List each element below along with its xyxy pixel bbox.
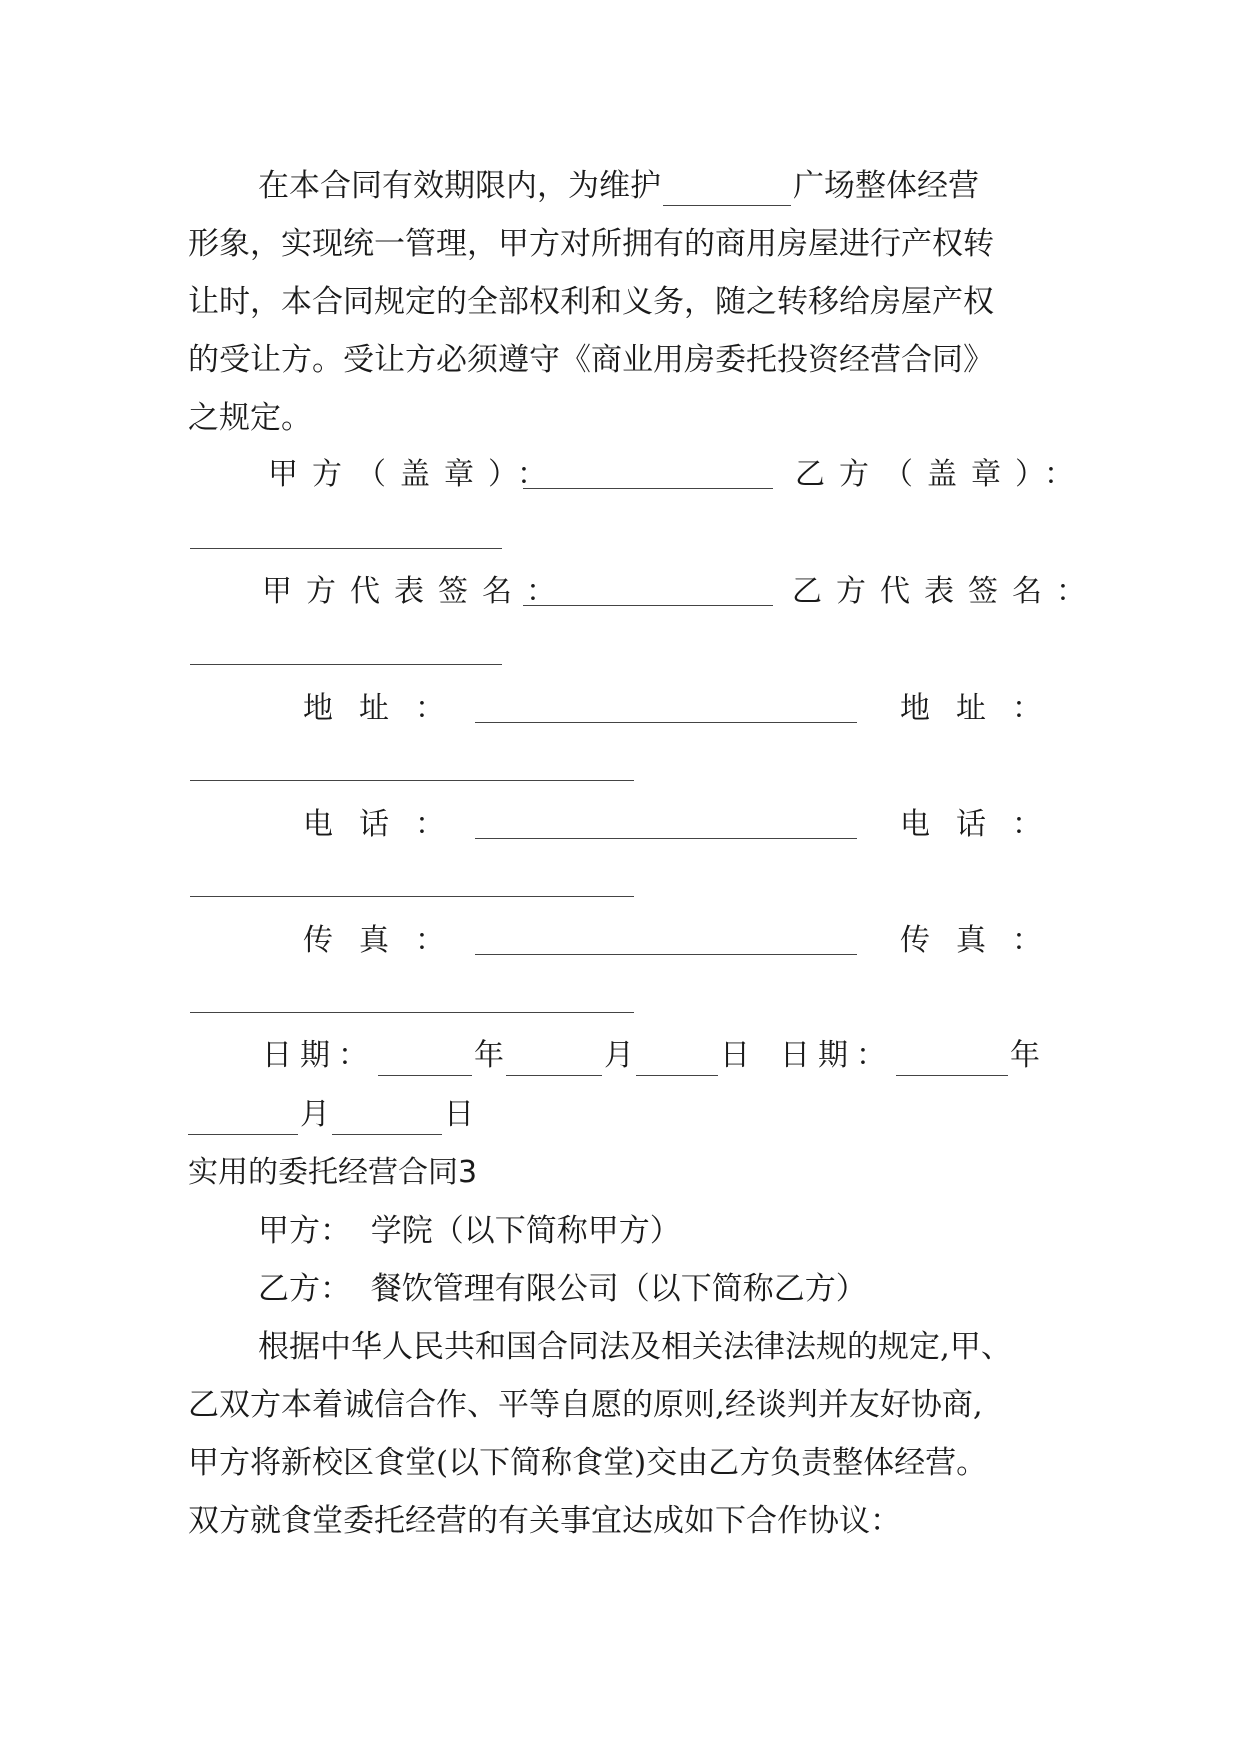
year-label: 年 xyxy=(474,1038,504,1073)
month-label: 月 xyxy=(300,1097,330,1132)
party-a-fax-label: 传真： xyxy=(303,923,471,958)
party-b-seal-label: 乙方（盖章）： xyxy=(795,457,1088,492)
party-b-phone-blank xyxy=(190,896,634,897)
party-b-rep-label: 乙方代表签名： xyxy=(792,574,1100,609)
day-label: 日 xyxy=(720,1038,750,1073)
date-row xyxy=(262,1036,1062,1076)
paragraph-line-3: 让时，本合同规定的全部权利和义务，随之转移给房屋产权 xyxy=(188,284,994,320)
paragraph-line-5: 之规定。 xyxy=(188,400,312,436)
party-b-address-blank xyxy=(190,780,634,781)
party-a-address-blank xyxy=(475,722,857,723)
party-a-fax-blank xyxy=(475,954,857,955)
day-label: 日 xyxy=(444,1097,474,1132)
paragraph-line-3: 甲方将新校区食堂(以下简称食堂)交由乙方负责整体经营。 xyxy=(188,1445,988,1481)
party-b-phone-label: 电话： xyxy=(900,807,1068,842)
year-blank xyxy=(378,1045,472,1076)
paragraph-line-2: 乙双方本着诚信合作、平等自愿的原则,经谈判并友好协商, xyxy=(188,1387,983,1423)
party-a-line: 甲方： 学院（以下简称甲方） xyxy=(258,1213,681,1249)
paragraph-line-4: 的受让方。受让方必须遵守《商业用房委托投资经营合同》 xyxy=(188,342,994,378)
party-a-rep-blank xyxy=(523,605,773,606)
party-b-address-label: 地址： xyxy=(900,691,1068,726)
party-b-seal-blank xyxy=(190,548,502,549)
month-label: 月 xyxy=(604,1038,634,1073)
blank-line xyxy=(663,175,791,206)
paragraph-text: 广场整体经营 xyxy=(793,168,979,204)
party-b-line: 乙方： 餐饮管理有限公司（以下简称乙方） xyxy=(258,1271,867,1307)
party-a-address-label: 地址： xyxy=(303,691,471,726)
section-title: 实用的委托经营合同3 xyxy=(188,1155,478,1190)
paragraph-line-4: 双方就食堂委托经营的有关事宜达成如下合作协议： xyxy=(188,1503,901,1539)
party-b-rep-blank xyxy=(190,664,502,665)
day-blank xyxy=(636,1045,718,1076)
year-blank xyxy=(896,1045,1008,1076)
month-blank xyxy=(506,1045,602,1076)
party-a-phone-label: 电话： xyxy=(303,807,471,842)
party-a-seal-label: 甲方（盖章）： xyxy=(268,457,561,492)
paragraph-line-1: 根据中华人民共和国合同法及相关法律法规的规定,甲、 xyxy=(258,1329,1012,1365)
month-blank xyxy=(188,1104,298,1135)
paragraph-line-2: 形象，实现统一管理，甲方对所拥有的商用房屋进行产权转 xyxy=(188,226,994,262)
day-blank xyxy=(332,1104,442,1135)
year-label: 年 xyxy=(1010,1038,1040,1073)
party-a-rep-label: 甲方代表签名： xyxy=(262,574,570,609)
party-b-date-label: 日期： xyxy=(780,1038,894,1073)
paragraph-text: 在本合同有效期限内，为维护 xyxy=(258,168,661,204)
party-a-seal-blank xyxy=(523,488,773,489)
paragraph-line-1 xyxy=(258,166,1068,206)
party-a-phone-blank xyxy=(475,838,857,839)
party-a-date-label: 日期： xyxy=(262,1038,376,1073)
party-b-fax-label: 传真： xyxy=(900,923,1068,958)
date-row-continued xyxy=(188,1095,1068,1135)
party-b-fax-blank xyxy=(190,1012,634,1013)
